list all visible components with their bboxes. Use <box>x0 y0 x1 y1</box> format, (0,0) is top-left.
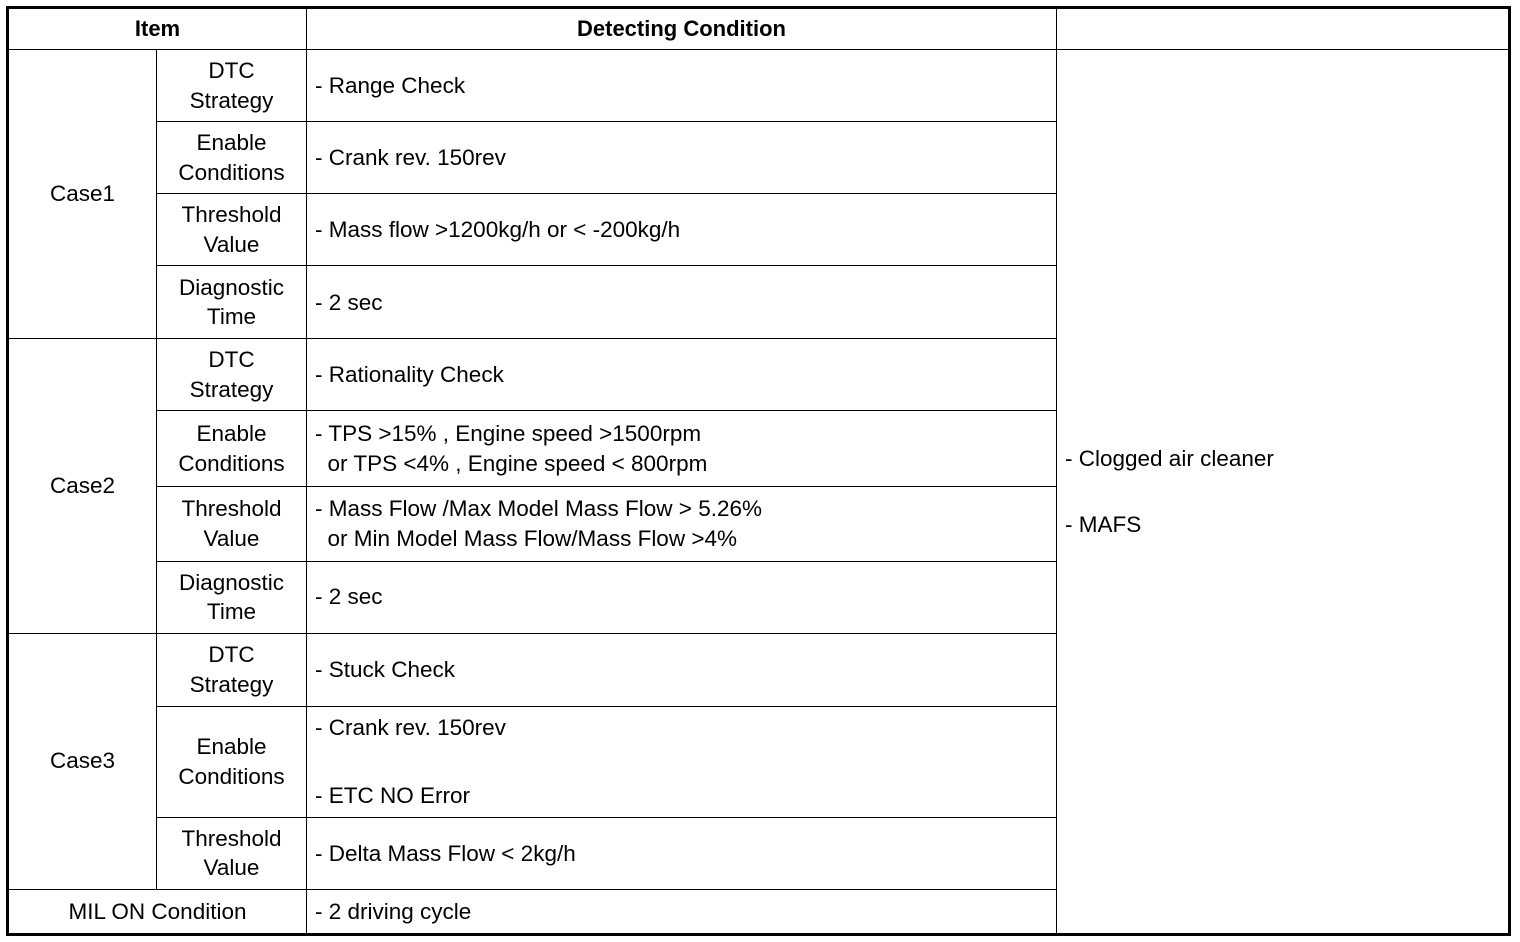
case3-threshold-value-value: - Delta Mass Flow < 2kg/h <box>307 817 1057 889</box>
case1-enable-conditions-value: - Crank rev. 150rev <box>307 122 1057 194</box>
case2-dtc-strategy-value: - Rationality Check <box>307 339 1057 411</box>
header-possible-cause <box>1057 8 1510 50</box>
header-item: Item <box>8 8 307 50</box>
case2-threshold-value-label: Threshold Value <box>157 487 307 561</box>
case2-enable-conditions-label: Enable Conditions <box>157 411 307 487</box>
case2-enable-conditions-value: - TPS >15% , Engine speed >1500rpm or TPS <4% , Engine speed < 800rpm <box>307 411 1057 487</box>
mil-on-condition-value: - 2 driving cycle <box>307 889 1057 934</box>
case3-enable-conditions-value: - Crank rev. 150rev - ETC NO Error <box>307 706 1057 817</box>
case1-threshold-value-label: Threshold Value <box>157 194 307 266</box>
case1-threshold-value-value: - Mass flow >1200kg/h or < -200kg/h <box>307 194 1057 266</box>
mil-on-condition-label: MIL ON Condition <box>8 889 307 934</box>
table-row <box>8 50 1510 122</box>
case2-threshold-value-value: - Mass Flow /Max Model Mass Flow > 5.26% or Min Model Mass Flow/Mass Flow >4% <box>307 487 1057 561</box>
case2-label: Case2 <box>8 339 157 633</box>
header-detecting-condition: Detecting Condition <box>307 8 1057 50</box>
header-row <box>8 8 1510 50</box>
case2-diagnostic-time-value: - 2 sec <box>307 561 1057 633</box>
case3-enable-conditions-label: Enable Conditions <box>157 706 307 817</box>
case2-diagnostic-time-label: Diagnostic Time <box>157 561 307 633</box>
possible-causes-cell <box>1057 50 1510 935</box>
possible-cause-item: - MAFS <box>1065 512 1142 538</box>
case1-diagnostic-time-value: - 2 sec <box>307 266 1057 339</box>
case3-dtc-strategy-label: DTC Strategy <box>157 633 307 706</box>
case3-dtc-strategy-value: - Stuck Check <box>307 633 1057 706</box>
case1-dtc-strategy-label: DTC Strategy <box>157 50 307 122</box>
case2-dtc-strategy-label: DTC Strategy <box>157 339 307 411</box>
case1-diagnostic-time-label: Diagnostic Time <box>157 266 307 339</box>
dtc-detecting-condition-table <box>6 6 1511 936</box>
case3-threshold-value-label: Threshold Value <box>157 817 307 889</box>
case1-label: Case1 <box>8 50 157 339</box>
case1-dtc-strategy-value: - Range Check <box>307 50 1057 122</box>
case1-enable-conditions-label: Enable Conditions <box>157 122 307 194</box>
possible-cause-item: - Clogged air cleaner <box>1065 445 1274 471</box>
case3-label: Case3 <box>8 633 157 889</box>
